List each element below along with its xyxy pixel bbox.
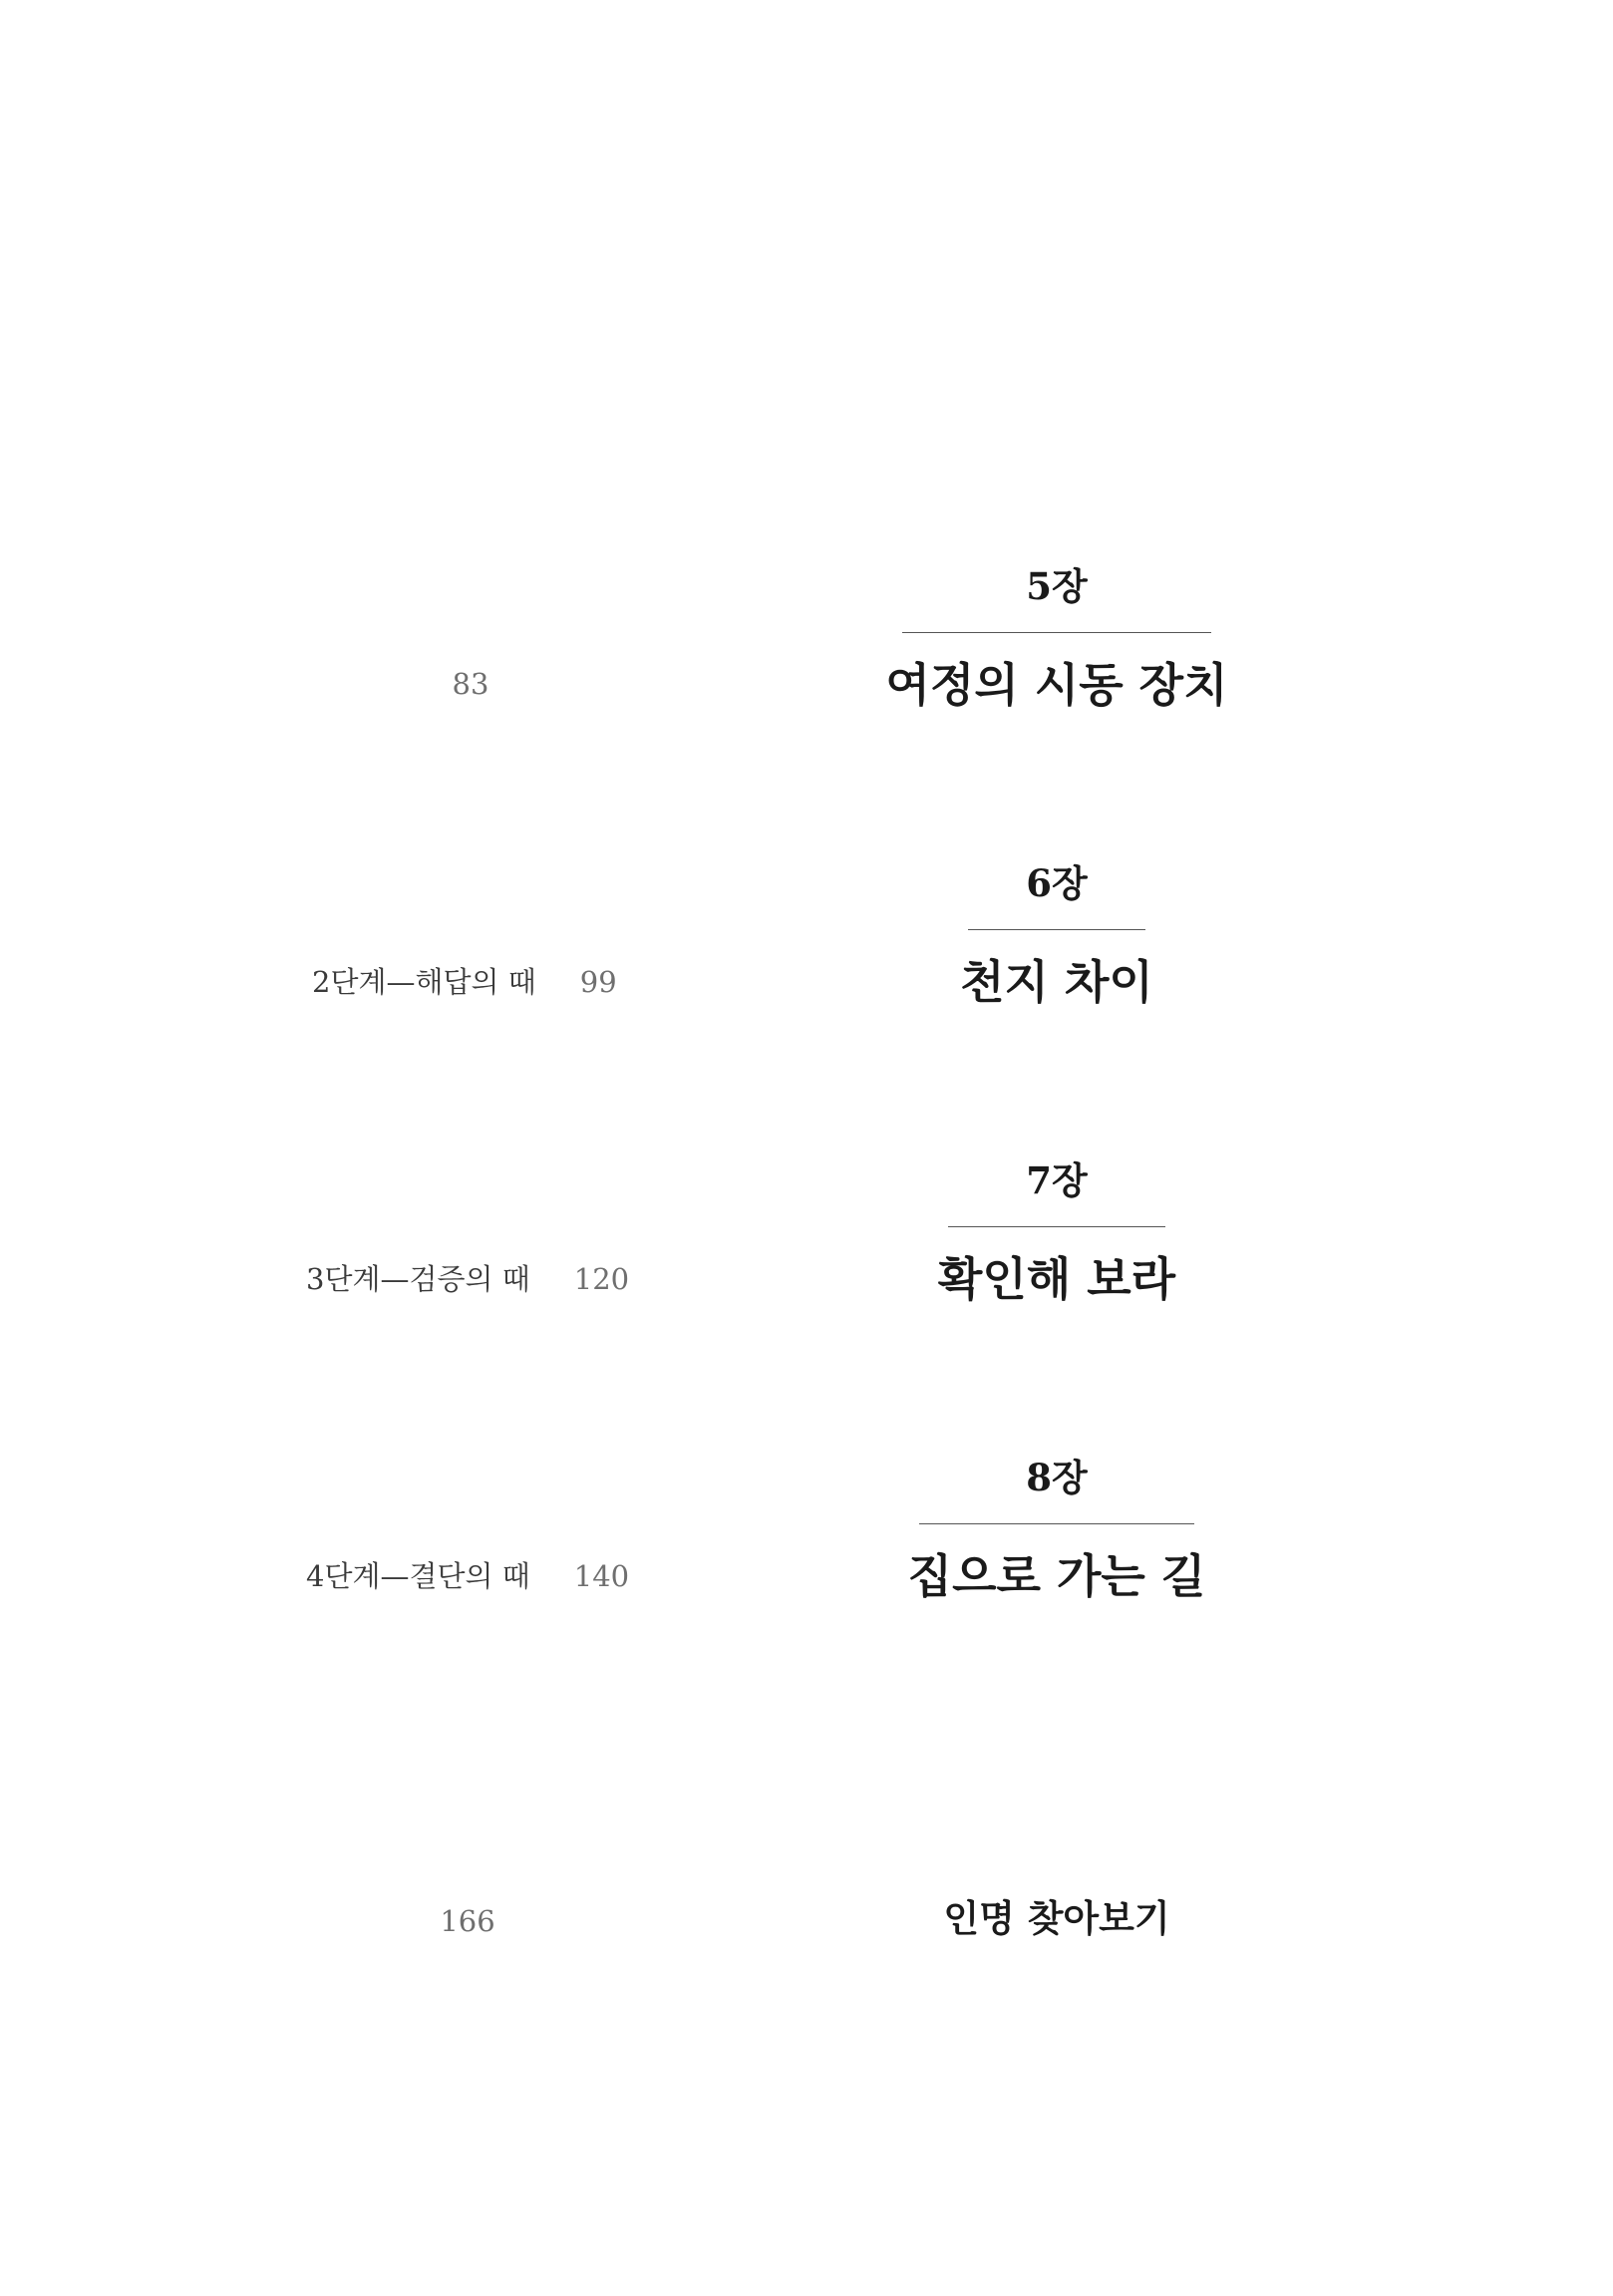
index-title: 인명 찾아보기 [943, 1896, 1170, 1940]
chapter-6 [857, 861, 1256, 1010]
chapter-5-page-number: 83 [452, 667, 489, 701]
chapter-8 [857, 1456, 1256, 1604]
chapter-number: 7장 [1026, 1158, 1088, 1202]
subsection-label: 4단계—결단의 때 [306, 1559, 530, 1593]
index-page-number: 166 [440, 1904, 495, 1938]
chapter-number: 5장 [1026, 564, 1088, 608]
chapter-title: 여정의 시동 장치 [885, 658, 1228, 712]
chapter-title: 확인해 보라 [937, 1252, 1176, 1306]
chapter-rule [902, 632, 1211, 633]
chapter-number: 6장 [1026, 861, 1088, 905]
chapter-rule [948, 1226, 1165, 1227]
chapter-5 [857, 564, 1256, 713]
chapter-number: 8장 [1026, 1456, 1088, 1499]
page-number: 140 [573, 1559, 630, 1593]
chapter-6-entry [312, 964, 617, 1000]
chapter-rule [968, 929, 1145, 930]
page-number: 120 [573, 1262, 630, 1296]
chapter-title: 천지 차이 [960, 955, 1153, 1009]
chapter-7-entry [306, 1261, 629, 1297]
chapter-8-entry [306, 1558, 629, 1594]
chapter-7 [857, 1158, 1256, 1307]
chapter-title: 집으로 가는 길 [907, 1549, 1206, 1603]
page-number: 99 [579, 965, 617, 999]
chapter-rule [919, 1523, 1194, 1524]
subsection-label: 2단계—해답의 때 [312, 965, 536, 999]
subsection-label: 3단계—검증의 때 [306, 1262, 530, 1296]
